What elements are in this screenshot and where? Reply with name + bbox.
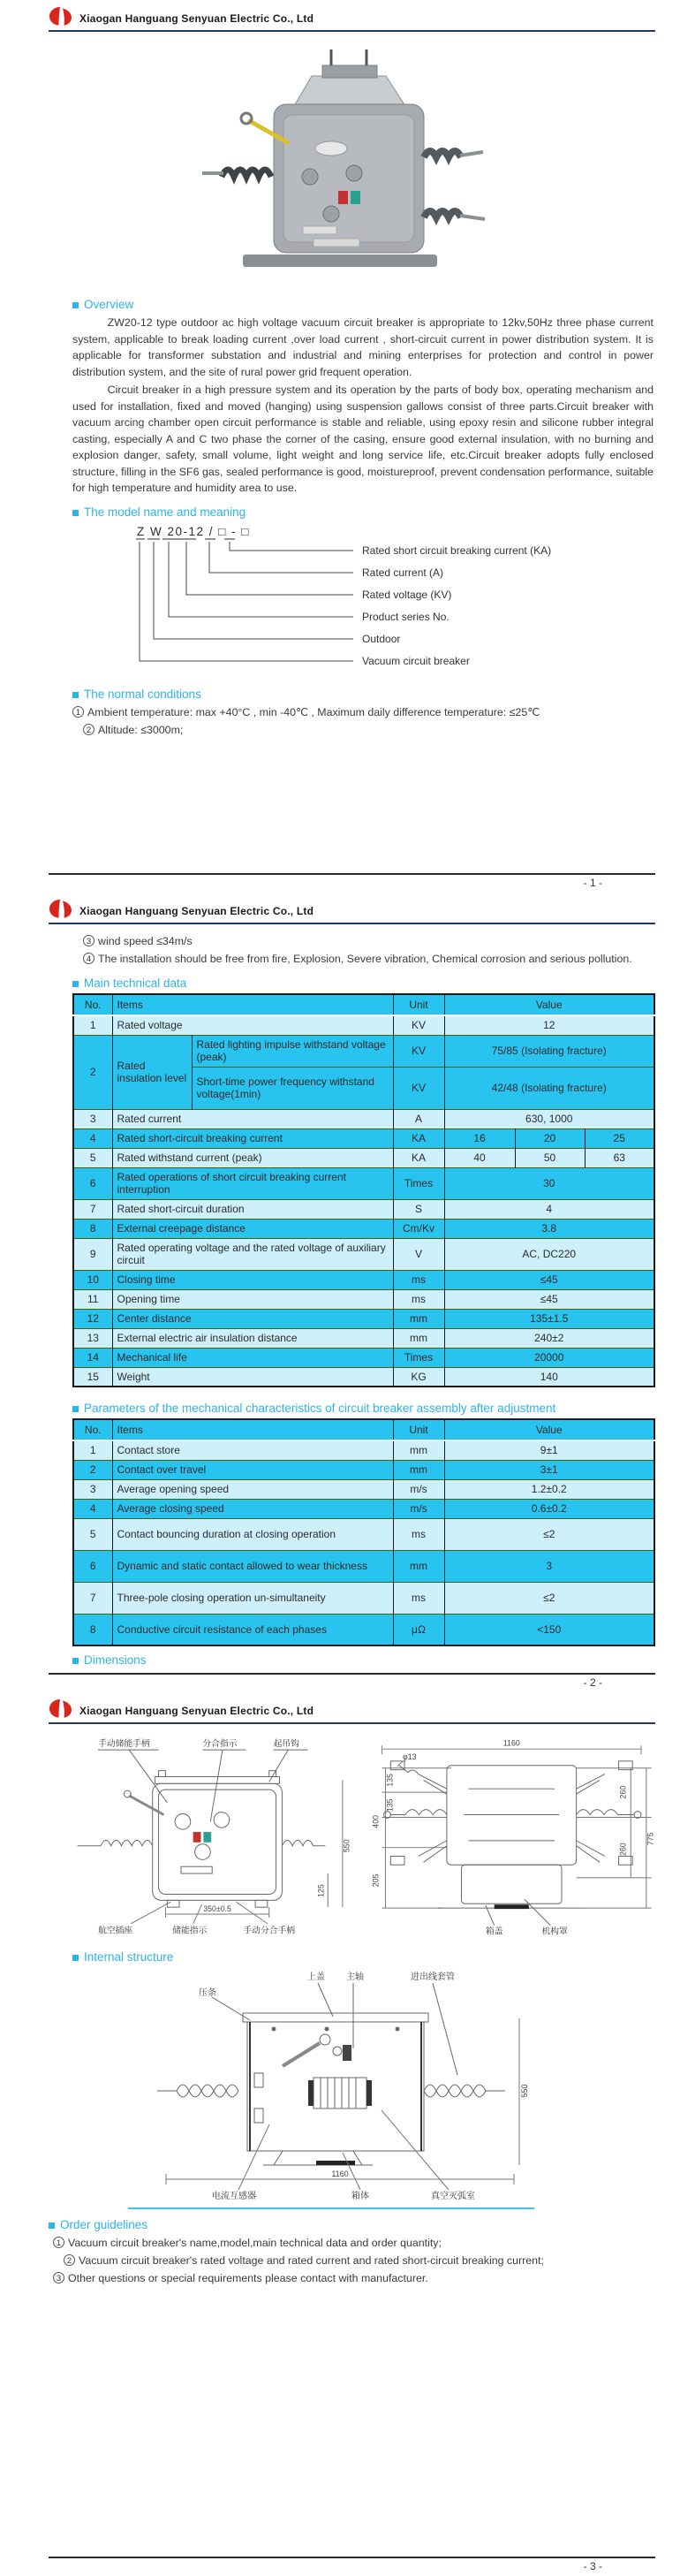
table-row: 3 Average opening speed m/s 1.2±0.2 xyxy=(73,1479,654,1499)
table-row: 12 Center distance mm 135±1.5 xyxy=(73,1309,654,1328)
side-dim-260b: 260 xyxy=(617,1843,627,1856)
section-bullet-icon xyxy=(72,1658,79,1664)
table-row: 10 Closing time ms ≤45 xyxy=(73,1270,654,1289)
page-number: - 1 - xyxy=(583,877,602,889)
internal-structure-heading: Internal structure xyxy=(72,1950,654,1964)
table-row: 3 Rated current A 630, 1000 xyxy=(73,1109,654,1128)
model-label: Rated current (A) xyxy=(362,566,444,579)
main-data-heading: Main technical data xyxy=(72,976,654,990)
table-row: 8 Conductive circuit resistance of each phases μΩ <150 xyxy=(73,1614,654,1645)
company-logo-icon xyxy=(49,899,72,923)
side-dim-775: 775 xyxy=(646,1832,655,1846)
order-item: 2 Vacuum circuit breaker's rated voltage and rated current and rated short-circuit breaking current; xyxy=(53,2253,654,2269)
overview-paragraph-1: ZW20-12 type outdoor ac high voltage vacuum circuit breaker is appropriate to 12kv,50Hz three phase current system, applicable to break loading current ,over load current , short-circuit current in power distribution system. It is applicable for transformer substation and industrial and mining enterprises for protection and control in power distribution system, and the site of rural power grid frequent operation. xyxy=(72,316,654,378)
front-view-drawing xyxy=(62,1733,356,1938)
table-row: 9 Rated operating voltage and the rated voltage of auxiliary circuit V AC, DC220 xyxy=(73,1238,654,1270)
table-row: 13 External electric air insulation distance mm 240±2 xyxy=(73,1328,654,1348)
table-row: 2 Contact over travel mm 3±1 xyxy=(73,1460,654,1479)
model-heading: The model name and meaning xyxy=(72,505,654,519)
table-row: 7 Three-pole closing operation un-simultaneity ms ≤2 xyxy=(73,1582,654,1614)
front-label-store-indicator: 储能指示 xyxy=(172,1926,208,1936)
table-row: 8 External creepage distance Cm/Kv 3.8 xyxy=(73,1219,654,1238)
internal-dim-1160: 1160 xyxy=(331,2169,349,2178)
section-bullet-icon xyxy=(72,1406,79,1412)
side-dim-135a: 135 xyxy=(384,1774,394,1787)
front-label-indicator: 分合指示 xyxy=(202,1739,238,1750)
dimensions-heading: Dimensions xyxy=(72,1653,654,1667)
front-dim-550: 550 xyxy=(342,1839,351,1853)
front-dim-350: 350±0.5 xyxy=(203,1904,231,1914)
table-row: 11 Opening time ms ≤45 xyxy=(73,1289,654,1309)
section-bullet-icon xyxy=(72,302,79,308)
company-logo-icon xyxy=(49,1698,72,1723)
internal-dim-550: 550 xyxy=(520,2084,529,2098)
condition-item: 3 wind speed ≤34m/s xyxy=(72,933,654,950)
table-row: 2 Rated insulation level Rated lighting impulse withstand voltage (peak) KV 75/85 (Isolating fracture) xyxy=(73,1035,654,1067)
model-label: Outdoor xyxy=(362,632,401,645)
table-row: 6 Dynamic and static contact allowed to wear thickness mm 3 xyxy=(73,1550,654,1582)
page-footer xyxy=(49,873,655,889)
cyan-divider xyxy=(128,2207,534,2209)
order-guidelines-heading: Order guidelines xyxy=(49,2218,654,2231)
section-bullet-icon xyxy=(72,692,79,698)
company-name: Xiaogan Hanguang Senyuan Electric Co., Ltd xyxy=(79,904,314,917)
model-name-diagram xyxy=(84,522,680,679)
section-bullet-icon xyxy=(72,981,79,987)
page-2 xyxy=(0,893,680,1692)
model-label: Rated short circuit breaking current (KA) xyxy=(362,543,552,557)
side-dim-400: 400 xyxy=(371,1815,381,1828)
model-code: Z W 20-12 / □ - □ xyxy=(137,524,251,538)
table-row: Short-time power frequency withstand voltage(1min) KV 42/48 (Isolating fracture) xyxy=(73,1067,654,1109)
page-footer xyxy=(49,1673,655,1689)
order-item: 1 Vacuum circuit breaker's name,model,main technical data and order quantity; xyxy=(53,2235,654,2252)
page-number: - 3 - xyxy=(583,2560,602,2572)
front-label-socket: 航空插座 xyxy=(98,1926,133,1936)
side-dim-1160: 1160 xyxy=(502,1738,520,1748)
table-row: 7 Rated short-circuit duration S 4 xyxy=(73,1199,654,1219)
internal-structure-drawing xyxy=(150,1967,680,2206)
internal-label-vacuum-interrupter: 真空灭弧室 xyxy=(431,2192,475,2201)
side-label-mech-cover: 机构罩 xyxy=(541,1926,568,1937)
model-label: Product series No. xyxy=(362,610,450,623)
table-header-row: No. Items Unit Value xyxy=(73,1419,654,1440)
product-photo xyxy=(190,44,490,289)
page-header xyxy=(49,0,655,32)
model-label: Rated voltage (KV) xyxy=(362,588,452,601)
page-1 xyxy=(0,0,680,893)
main-technical-data-table xyxy=(72,993,655,1387)
section-bullet-icon xyxy=(72,510,79,516)
table-row: 5 Contact bouncing duration at closing operation ms ≤2 xyxy=(73,1518,654,1550)
internal-label-strip: 压条 xyxy=(199,1988,216,1998)
company-name: Xiaogan Hanguang Senyuan Electric Co., Ltd xyxy=(79,11,314,25)
mech-params-heading: Parameters of the mechanical characteristics of circuit breaker assembly after adjustment xyxy=(72,1402,654,1415)
table-header-row: No. Items Unit Value xyxy=(73,994,654,1015)
condition-item: 2 Altitude: ≤3000m; xyxy=(72,722,654,739)
front-dim-125: 125 xyxy=(316,1884,326,1897)
table-row: 15 Weight KG 140 xyxy=(73,1367,654,1387)
front-label-handle: 手动储能手柄 xyxy=(98,1739,150,1750)
page-footer xyxy=(49,2557,655,2572)
page-3 xyxy=(0,1692,680,2576)
page-header xyxy=(49,1692,655,1724)
section-bullet-icon xyxy=(72,1955,79,1961)
page-header xyxy=(49,893,655,924)
table-row: 4 Rated short-circuit breaking current KA 16 20 25 xyxy=(73,1128,654,1148)
model-label: Vacuum circuit breaker xyxy=(362,654,470,667)
condition-item: 4 The installation should be free from fire, Explosion, Severe vibration, Chemical corrosion and serious pollution. xyxy=(72,951,654,968)
front-label-manual-handle: 手动分合手柄 xyxy=(243,1926,296,1936)
side-dim-205: 205 xyxy=(371,1873,381,1888)
section-bullet-icon xyxy=(49,2223,55,2229)
internal-label-box: 箱体 xyxy=(351,2192,369,2201)
front-label-hook: 起吊钩 xyxy=(273,1739,299,1750)
internal-label-bushing: 进出线套管 xyxy=(411,1972,455,1982)
internal-label-top-cover: 上盖 xyxy=(307,1972,325,1982)
table-row: 5 Rated withstand current (peak) KA 40 50 63 xyxy=(73,1148,654,1167)
table-row: 14 Mechanical life Times 20000 xyxy=(73,1348,654,1367)
company-name: Xiaogan Hanguang Senyuan Electric Co., Ltd xyxy=(79,1704,314,1717)
side-dim-135b: 135 xyxy=(384,1798,394,1812)
condition-item: 1 Ambient temperature: max +40°C , min -40℃ , Maximum daily difference temperature: ≤25℃ xyxy=(72,704,654,721)
table-row: 1 Contact store mm 9±1 xyxy=(73,1440,654,1460)
internal-label-ct: 电流互感器 xyxy=(212,2192,256,2201)
page-number: - 2 - xyxy=(583,1676,602,1689)
overview-paragraph-2: Circuit breaker in a high pressure system and its operation by the parts of body box, operating mechanism and used for installation, fixed and moved (hanging) using suspension gallows consist of three parts.Circuit breaker with vacuum arcing chamber open circuit performance is stable and reliable, using epoxy resin and silicone rubber integral casting, especially A and C two phase the corner of the casing, ensure good external insulation, with no burning and explosion danger, safety, small volume, light weight and long service life, etc.Circuit breaker adopts fully enclosed structure, filling in the SF6 gas, sealed performance is good, moistureproof, prevent condensation performance, suitable for high temperature and humidity area to use. xyxy=(72,384,654,494)
table-row: 1 Rated voltage KV 12 xyxy=(73,1015,654,1035)
table-row: 6 Rated operations of short circuit breaking current interruption Times 30 xyxy=(73,1167,654,1199)
side-dim-260a: 260 xyxy=(617,1785,627,1799)
mechanical-characteristics-table xyxy=(72,1418,655,1646)
order-item: 3 Other questions or special requirements please contact with manufacturer. xyxy=(53,2270,654,2287)
table-row: 4 Average closing speed m/s 0.6±0.2 xyxy=(73,1499,654,1518)
side-label-cover: 箱盖 xyxy=(485,1926,503,1937)
overview-heading: Overview xyxy=(72,298,654,311)
side-view-drawing xyxy=(365,1733,662,1938)
internal-label-main-shaft: 主轴 xyxy=(346,1972,364,1982)
dimension-drawings xyxy=(62,1733,662,1938)
normal-conditions-heading: The normal conditions xyxy=(72,688,654,701)
side-dim-phi13: φ13 xyxy=(402,1752,417,1761)
company-logo-icon xyxy=(49,6,72,31)
